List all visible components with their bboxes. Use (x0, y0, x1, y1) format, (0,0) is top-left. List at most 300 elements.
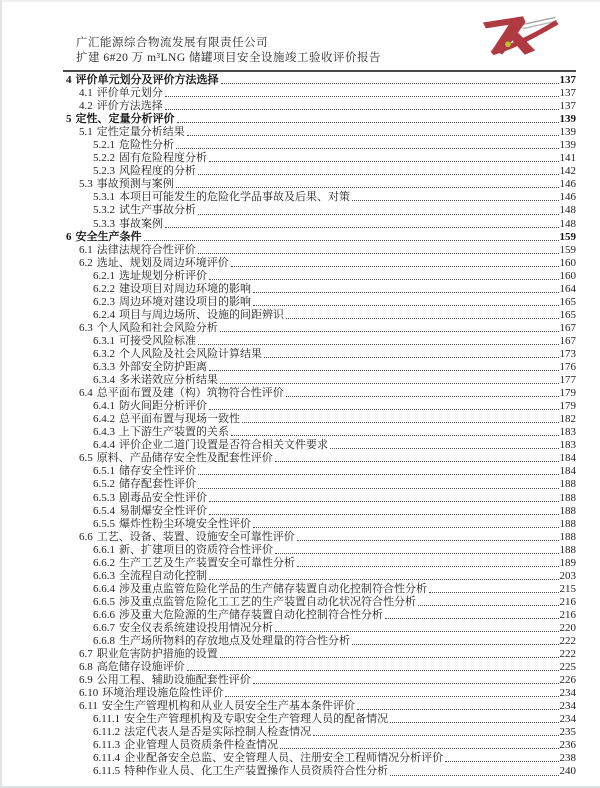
toc-entry-number: 6.3.2 (93, 347, 115, 360)
toc-entry-number: 6.6.6 (93, 608, 115, 621)
toc-entry-title: 储存配套性评价 (119, 478, 196, 491)
toc-entry (63, 609, 576, 622)
toc-entry-number: 6.3.4 (93, 374, 115, 387)
toc-entry (63, 648, 576, 661)
toc-entry-page-number: 160 (559, 256, 576, 269)
toc-entry-number: 5 (66, 113, 72, 126)
toc-entry-title: 剧毒品安全性评价 (119, 491, 207, 504)
toc-entry-label (93, 283, 251, 296)
toc-entry-label (79, 178, 174, 191)
toc-entry-label (79, 661, 185, 674)
toc-entry-title: 安全生产管理机构及专职安全生产管理人员的配备情况 (124, 713, 389, 726)
toc-entry-page-number: 184 (559, 465, 576, 478)
toc-entry-number: 6.5.4 (93, 504, 115, 517)
toc-entry-number: 6.6.4 (93, 582, 115, 595)
toc-entry-number: 6.11 (79, 700, 98, 713)
toc-entry-label (79, 700, 355, 713)
toc-entry-number: 6.4.2 (93, 413, 115, 426)
toc-entry-label (93, 165, 196, 178)
toc-entry-title: 多米诺效应分析结果 (119, 374, 218, 387)
toc-entry-number: 6.3.1 (93, 334, 115, 347)
toc-entry-title: 爆炸性粉尘环境安全性评价 (119, 517, 251, 530)
toc-entry (63, 700, 576, 713)
toc-entry-label (79, 100, 163, 113)
toc-entry (63, 765, 576, 778)
toc-entry-label (93, 270, 207, 283)
toc-entry-title: 职业危害防护措施的设置 (96, 648, 218, 661)
report-toc-page (63, 0, 576, 788)
toc-entry-page-number: 148 (559, 204, 576, 217)
toc-entry-page-number: 177 (559, 374, 576, 387)
toc-entry-title: 评价企业二道门设置是否符合相关文件要求 (119, 439, 328, 452)
toc-entry-number: 6.5.5 (93, 517, 115, 530)
toc-entry-label (93, 518, 251, 531)
toc-dot-leader (286, 396, 559, 397)
toc-entry-number: 6.5.1 (93, 465, 115, 478)
toc-dot-leader (209, 501, 559, 502)
toc-dot-leader (352, 200, 559, 201)
toc-entry-number: 6 (66, 230, 72, 243)
toc-entry-number: 4 (66, 74, 72, 86)
toc-entry (63, 139, 576, 152)
toc-entry-number: 4.1 (79, 87, 93, 100)
toc-entry-label (93, 204, 196, 217)
toc-dot-leader (390, 775, 558, 776)
toc-entry-title: 企业配备安全总监、安全管理人员、注册安全工程师情况分析评价 (124, 752, 444, 765)
toc-entry (63, 478, 576, 491)
toc-entry-number: 6.8 (79, 661, 93, 674)
toc-entry-label (93, 478, 196, 491)
toc-entry-number: 5.2.2 (93, 152, 115, 165)
toc-entry-label (93, 765, 388, 778)
toc-entry (63, 739, 576, 752)
toc-entry-label (93, 583, 427, 596)
toc-entry-label (79, 257, 229, 270)
toc-entry-title: 事故预测与案例 (96, 178, 174, 191)
toc-entry (63, 257, 576, 270)
toc-entry-number: 6.7 (79, 648, 93, 661)
toc-dot-leader (418, 605, 559, 606)
toc-entry-number: 6.2 (79, 256, 93, 269)
toc-entry-label (93, 152, 207, 165)
toc-entry-label (93, 713, 388, 726)
toc-entry-page-number: 238 (559, 752, 576, 765)
toc-entry (63, 387, 576, 400)
toc-entry-number: 6.2.4 (93, 308, 115, 321)
toc-entry-page-number: 160 (559, 269, 576, 282)
toc-entry (63, 570, 576, 583)
toc-entry (63, 178, 576, 191)
toc-dot-leader (225, 696, 558, 697)
toc-entry-title: 个人风险及社会风险计算结果 (119, 347, 262, 360)
toc-entry-page-number: 183 (559, 426, 576, 439)
toc-dot-leader (429, 592, 559, 593)
toc-entry-page-number: 165 (559, 308, 576, 321)
toc-entry (63, 635, 576, 648)
toc-dot-leader (165, 96, 559, 97)
toc-dot-leader (275, 461, 559, 462)
toc-entry-label (93, 557, 295, 570)
toc-entry-page-number: 188 (559, 530, 576, 543)
toc-entry-title: 定性、定量分析评价 (75, 113, 175, 126)
toc-entry-page-number: 146 (559, 191, 576, 204)
toc-dot-leader (253, 292, 559, 293)
toc-entry-title: 可接受风险标准 (119, 334, 196, 347)
toc-entry (63, 87, 576, 100)
toc-entry-page-number: 167 (559, 334, 576, 347)
toc-entry-page-number: 226 (559, 674, 576, 687)
toc-entry-page-number: 220 (559, 621, 576, 634)
toc-entry-label (93, 400, 207, 413)
toc-entry-label (93, 348, 262, 361)
toc-entry-page-number: 236 (559, 739, 576, 752)
toc-entry (63, 452, 576, 465)
toc-entry-number: 6.4.4 (93, 439, 115, 452)
toc-entry-title: 环境治理设施危险性评价 (102, 687, 224, 700)
toc-entry-number: 6.1 (79, 243, 93, 256)
toc-entry-title: 周边环境对建设项目的影响 (119, 295, 251, 308)
toc-entry-page-number: 159 (559, 230, 576, 243)
toc-entry-title: 总平面布置及建（构）筑物符合性评价 (96, 387, 284, 400)
toc-entry-number: 6.3 (79, 321, 93, 334)
toc-dot-leader (209, 514, 559, 515)
toc-entry-title: 公用工程、辅助设施配套性评价 (96, 674, 251, 687)
toc-entry-page-number: 222 (559, 635, 576, 648)
toc-entry (63, 439, 576, 452)
toc-entry-label (93, 361, 207, 374)
toc-entry-number: 6.9 (79, 674, 93, 687)
toc-entry (63, 505, 576, 518)
toc-entry-page-number: 182 (559, 413, 576, 426)
toc-dot-leader (187, 135, 559, 136)
toc-entry (63, 113, 576, 126)
toc-entry-page-number: 139 (559, 126, 576, 139)
toc-entry-page-number: 189 (559, 556, 576, 569)
toc-entry-number: 6.6 (79, 530, 93, 543)
toc-entry (63, 492, 576, 505)
toc-entry (63, 465, 576, 478)
toc-entry-title: 储存安全性评价 (119, 465, 196, 478)
toc-entry-title: 危险性分析 (119, 139, 174, 152)
toc-dot-leader (198, 474, 559, 475)
report-title: 扩建 6#20 万 m³LNG 储罐项目安全设施竣工验收评价报告 (76, 52, 382, 64)
toc-entry-title: 生产场所物料的存放地点及处理量的符合性分析 (119, 635, 350, 648)
toc-entry-page-number: 188 (559, 517, 576, 530)
toc-entry-page-number: 137 (559, 74, 576, 86)
toc-dot-leader (198, 214, 559, 215)
toc-entry-title: 个人风险和社会风险分析 (96, 321, 218, 334)
toc-entry-number: 5.3.1 (93, 191, 115, 204)
toc-dot-leader (390, 722, 558, 723)
toc-entry-page-number: 167 (559, 321, 576, 334)
toc-entry-number: 6.4.3 (93, 426, 115, 439)
toc-entry (63, 713, 576, 726)
toc-entry-page-number: 184 (559, 452, 576, 465)
toc-dot-leader (275, 553, 559, 554)
toc-entry-page-number: 142 (559, 165, 576, 178)
toc-entry-title: 全流程自动化控制 (119, 569, 207, 582)
toc-entry-title: 建设项目对周边环境的影响 (119, 282, 251, 295)
toc-entry-title: 评价单元划分及评价方法选择 (75, 74, 219, 86)
toc-entry-number: 5.1 (79, 126, 93, 139)
document-header (63, 0, 576, 66)
toc-dot-leader (385, 618, 559, 619)
toc-dot-leader (198, 344, 559, 345)
toc-entry (63, 231, 576, 244)
toc-entry-page-number: 164 (559, 282, 576, 295)
company-name: 广汇能源综合物流发展有限责任公司 (76, 37, 268, 49)
toc-entry-page-number: 235 (559, 726, 576, 739)
toc-entry-title: 防火间距分析评价 (119, 400, 207, 413)
toc-entry-number: 6.3.3 (93, 361, 115, 374)
toc-entry-page-number: 139 (559, 139, 576, 152)
toc-entry-label (93, 492, 207, 505)
toc-entry-label (93, 309, 284, 322)
toc-entry-page-number: 139 (559, 113, 576, 126)
toc-entry-title: 新、扩建项目的资质符合性评价 (119, 543, 273, 556)
toc-entry-label (93, 505, 207, 518)
toc-entry-label (93, 609, 383, 622)
toc-entry-label (93, 426, 229, 439)
toc-dot-leader (198, 174, 559, 175)
toc-entry (63, 374, 576, 387)
toc-entry-title: 试生产事故分析 (119, 204, 196, 217)
toc-entry-number: 6.11.1 (93, 713, 121, 726)
toc-entry-title: 选址、规划及周边环境评价 (96, 256, 229, 269)
toc-entry (63, 531, 576, 544)
toc-entry-label (79, 648, 218, 661)
toc-entry-label (93, 570, 207, 583)
toc-entry-page-number: 179 (559, 387, 576, 400)
toc-entry (63, 596, 576, 609)
toc-dot-leader (198, 253, 559, 254)
toc-entry-label (79, 687, 223, 700)
toc-entry-label (93, 439, 328, 452)
toc-dot-leader (445, 761, 558, 762)
toc-entry (63, 322, 576, 335)
toc-entry-number: 6.11.5 (93, 765, 121, 778)
toc-entry-title: 安全仪表系统建设投用情况分析 (119, 621, 273, 634)
toc-entry (63, 518, 576, 531)
toc-dot-leader (209, 370, 559, 371)
toc-entry-title: 定性定量分析结果 (96, 126, 185, 139)
toc-entry-page-number: 173 (559, 347, 576, 360)
toc-entry-label (79, 87, 163, 100)
toc-entry-page-number: 159 (559, 243, 576, 256)
toc-entry-label (79, 387, 284, 400)
toc-entry-number: 6.5 (79, 452, 93, 465)
toc-entry (63, 165, 576, 178)
toc-entry-number: 6.2.1 (93, 269, 115, 282)
toc-entry-number: 6.6.5 (93, 595, 115, 608)
toc-entry-label (79, 674, 251, 687)
toc-list (63, 72, 576, 779)
toc-dot-leader (144, 240, 559, 241)
toc-entry-page-number: 222 (559, 648, 576, 661)
toc-entry-page-number: 216 (559, 595, 576, 608)
toc-entry-label (93, 622, 273, 635)
toc-entry-number: 5.3.2 (93, 204, 115, 217)
toc-entry-title: 安全生产条件 (75, 230, 142, 243)
toc-entry-label (66, 74, 219, 87)
toc-entry (63, 348, 576, 361)
toc-dot-leader (177, 122, 559, 123)
toc-entry-number: 6.2.2 (93, 282, 115, 295)
toc-entry-title: 选址规划分析评价 (119, 269, 207, 282)
toc-entry (63, 335, 576, 348)
toc-entry (63, 126, 576, 139)
toc-entry-page-number: 148 (559, 217, 576, 230)
toc-entry (63, 74, 576, 87)
toc-entry-page-number: 183 (559, 439, 576, 452)
toc-entry-page-number: 240 (559, 765, 576, 778)
toc-entry-number: 6.4.1 (93, 400, 115, 413)
toc-entry-number: 6.11.4 (93, 752, 121, 765)
toc-entry-title: 风险程度的分析 (119, 165, 196, 178)
toc-entry (63, 622, 576, 635)
toc-entry-label (79, 244, 196, 257)
toc-entry (63, 413, 576, 426)
toc-dot-leader (264, 357, 559, 358)
toc-dot-leader (313, 735, 558, 736)
toc-entry-number: 6.5.3 (93, 491, 115, 504)
toc-dot-leader (352, 644, 559, 645)
toc-dot-leader (286, 318, 559, 319)
toc-entry-number: 4.2 (79, 100, 93, 113)
toc-dot-leader (198, 488, 559, 489)
toc-entry-label (93, 374, 218, 387)
toc-entry-label (93, 413, 240, 426)
toc-entry (63, 426, 576, 439)
toc-entry (63, 218, 576, 231)
toc-entry-number: 6.11.3 (93, 739, 121, 752)
toc-entry (63, 361, 576, 374)
toc-entry-number: 6.5.2 (93, 478, 115, 491)
toc-entry-label (93, 635, 350, 648)
toc-entry-label (93, 218, 163, 231)
toc-entry-title: 项目与周边场所、设施的间距辨识 (119, 308, 284, 321)
toc-entry-number: 5.3.3 (93, 217, 115, 230)
toc-entry (63, 100, 576, 113)
toc-entry-number: 6.6.8 (93, 635, 115, 648)
toc-entry-title: 生产工艺及生产装置安全可靠性分析 (119, 556, 295, 569)
toc-entry-number: 6.6.2 (93, 556, 115, 569)
toc-entry-label (93, 752, 443, 765)
toc-entry-title: 评价方法选择 (96, 100, 163, 113)
toc-entry-number: 6.6.1 (93, 543, 115, 556)
toc-entry-page-number: 146 (559, 178, 576, 191)
toc-entry-label (93, 191, 350, 204)
toc-entry-page-number: 225 (559, 661, 576, 674)
toc-entry-label (79, 322, 218, 335)
toc-entry-label (93, 139, 174, 152)
toc-dot-leader (221, 83, 559, 84)
toc-entry-page-number: 137 (559, 100, 576, 113)
toc-dot-leader (357, 709, 559, 710)
toc-entry-number: 5.2.3 (93, 165, 115, 178)
toc-entry-number: 5.3 (79, 178, 93, 191)
toc-entry-label (93, 296, 251, 309)
toc-entry-page-number: 165 (559, 295, 576, 308)
toc-dot-leader (176, 148, 559, 149)
toc-entry-label (79, 452, 273, 465)
toc-entry-title: 法定代表人是否是实际控制人检查情况 (124, 726, 312, 739)
toc-entry-label (79, 126, 185, 139)
toc-entry-label (66, 113, 175, 126)
toc-entry (63, 296, 576, 309)
toc-entry-title: 工艺、设备、装置、设施安全可靠性评价 (96, 530, 295, 543)
toc-dot-leader (231, 266, 559, 267)
toc-dot-leader (253, 683, 559, 684)
toc-entry-label (93, 544, 273, 557)
toc-entry-page-number: 215 (559, 582, 576, 595)
toc-entry (63, 270, 576, 283)
toc-dot-leader (330, 448, 559, 449)
toc-entry-label (93, 596, 416, 609)
toc-entry-page-number: 188 (559, 504, 576, 517)
toc-entry-page-number: 188 (559, 491, 576, 504)
toc-dot-leader (209, 579, 559, 580)
toc-entry-title: 总平面布置与现场一致性 (119, 413, 240, 426)
toc-dot-leader (253, 527, 559, 528)
toc-entry-number: 6.10 (79, 687, 99, 700)
toc-entry (63, 661, 576, 674)
toc-dot-leader (209, 161, 559, 162)
toc-entry-title: 评价单元划分 (96, 87, 163, 100)
toc-entry (63, 687, 576, 700)
toc-dot-leader (242, 422, 559, 423)
toc-dot-leader (297, 566, 559, 567)
toc-entry-page-number: 234 (559, 700, 576, 713)
toc-entry-page-number: 188 (559, 478, 576, 491)
toc-entry-title: 本项目可能发生的危险化学品事故及后果、对策 (119, 191, 350, 204)
toc-dot-leader (176, 187, 559, 188)
toc-entry (63, 544, 576, 557)
toc-entry-title: 特种作业人员、化工生产装置操作人员资质符合性分析 (124, 765, 389, 778)
toc-entry-page-number: 216 (559, 608, 576, 621)
toc-entry-number: 6.6.3 (93, 569, 115, 582)
toc-entry (63, 752, 576, 765)
toc-dot-leader (165, 227, 559, 228)
toc-entry-label (93, 335, 196, 348)
toc-entry-title: 事故案例 (119, 217, 163, 230)
toc-dot-leader (297, 540, 559, 541)
toc-entry-label (66, 231, 142, 244)
toc-entry-title: 安全生产管理机构和从业人员安全生产基本条件评价 (101, 700, 355, 713)
toc-entry (63, 152, 576, 165)
toc-dot-leader (220, 331, 559, 332)
toc-dot-leader (187, 670, 559, 671)
toc-entry (63, 283, 576, 296)
toc-dot-leader (280, 748, 558, 749)
toc-dot-leader (220, 657, 559, 658)
toc-entry-page-number: 234 (559, 687, 576, 700)
toc-entry-title: 涉及重点监管危险化学品的生产储存装置自动化控制符合性分析 (119, 582, 427, 595)
toc-entry (63, 309, 576, 322)
toc-entry-title: 高危储存设施评价 (96, 661, 185, 674)
toc-entry-title: 上下游生产装置的关系 (119, 426, 229, 439)
toc-entry-page-number: 188 (559, 543, 576, 556)
toc-dot-leader (165, 109, 559, 110)
toc-entry-number: 6.2.3 (93, 295, 115, 308)
toc-dot-leader (220, 383, 559, 384)
toc-entry-title: 涉及重点监管危险化工工艺的生产装置自动化状况符合性分析 (119, 595, 416, 608)
toc-entry-number: 5.2.1 (93, 139, 115, 152)
toc-entry-title: 企业管理人员资质条件检查情况 (124, 739, 279, 752)
toc-entry-page-number: 137 (559, 87, 576, 100)
toc-entry-title: 易制爆安全性评价 (119, 504, 207, 517)
toc-entry-page-number: 141 (559, 152, 576, 165)
